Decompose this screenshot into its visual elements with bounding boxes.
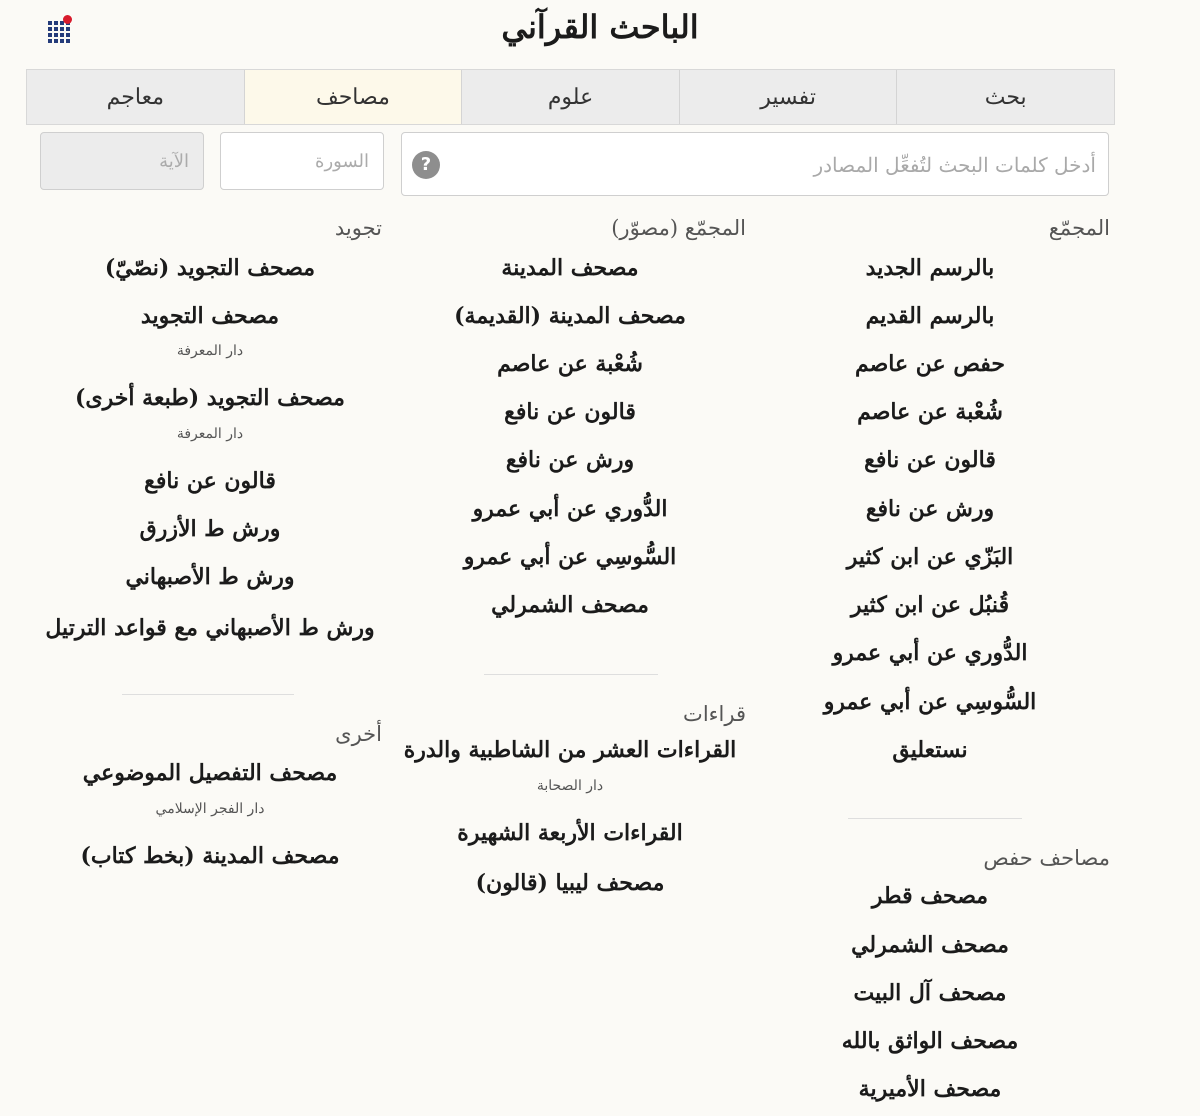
list-item[interactable]: ورش عن نافع bbox=[505, 447, 635, 473]
divider bbox=[848, 818, 1022, 819]
publisher-label: دار المعرفة bbox=[176, 426, 244, 442]
publisher-label: دار الصحابة bbox=[536, 778, 604, 794]
list-item[interactable]: حفص عن عاصم bbox=[854, 351, 1006, 377]
list-item[interactable]: السُّوسِي عن أبي عمرو bbox=[823, 689, 1037, 715]
divider bbox=[484, 674, 658, 675]
main-tabs bbox=[26, 69, 1115, 125]
help-icon[interactable]: ? bbox=[412, 151, 440, 179]
tab-masahif[interactable]: مصاحف bbox=[244, 70, 462, 124]
list-item[interactable]: الدُّوري عن أبي عمرو bbox=[832, 640, 1028, 666]
list-item[interactable]: مصحف الواثق بالله bbox=[841, 1028, 1019, 1054]
search-input[interactable] bbox=[401, 132, 1109, 196]
publisher-label: دار الفجر الإسلامي bbox=[155, 801, 265, 817]
section-heading-others: أخرى bbox=[335, 722, 382, 746]
publisher-label: دار المعرفة bbox=[176, 343, 244, 359]
tab-maajim[interactable]: معاجم bbox=[27, 70, 244, 124]
tab-uloom[interactable]: علوم bbox=[461, 70, 679, 124]
list-item[interactable]: مصحف الأميرية bbox=[858, 1076, 1002, 1102]
list-item[interactable]: مصحف قطر bbox=[871, 883, 989, 909]
surah-input[interactable] bbox=[220, 132, 384, 190]
list-item[interactable]: القراءات الأربعة الشهيرة bbox=[457, 820, 683, 846]
list-item[interactable]: مصحف التجويد (طبعة أخرى) bbox=[75, 385, 345, 411]
list-item[interactable]: نستعليق bbox=[892, 737, 968, 763]
list-item[interactable]: قالون عن نافع bbox=[144, 468, 276, 494]
list-item[interactable]: بالرسم الجديد bbox=[865, 255, 995, 281]
surah-placeholder: السورة bbox=[315, 151, 369, 172]
list-item[interactable]: مصحف المدينة (القديمة) bbox=[454, 303, 686, 329]
list-item[interactable]: القراءات العشر من الشاطبية والدرة bbox=[403, 737, 737, 763]
list-item[interactable]: شُعْبة عن عاصم bbox=[497, 351, 643, 377]
ayah-placeholder: الآية bbox=[159, 151, 189, 172]
app-title: الباحث القرآني bbox=[501, 8, 699, 46]
list-item[interactable]: قالون عن نافع bbox=[864, 447, 996, 473]
list-item[interactable]: الدُّوري عن أبي عمرو bbox=[472, 496, 668, 522]
list-item[interactable]: مصحف المدينة (بخط كتاب) bbox=[80, 843, 340, 869]
divider bbox=[122, 694, 294, 695]
search-placeholder: أدخل كلمات البحث لتُفعِّل المصادر bbox=[813, 153, 1096, 177]
list-item[interactable]: ورش عن نافع bbox=[865, 496, 995, 522]
list-item[interactable]: مصحف المدينة bbox=[501, 255, 639, 281]
list-item[interactable]: مصحف التجويد (نصّيّ) bbox=[104, 255, 316, 281]
list-item[interactable]: ورش ط الأصبهاني bbox=[125, 564, 295, 590]
list-item[interactable]: ورش ط الأزرق bbox=[139, 516, 281, 542]
list-item[interactable]: ورش ط الأصبهاني مع قواعد الترتيل bbox=[45, 615, 375, 641]
tab-search[interactable]: بحث bbox=[896, 70, 1114, 124]
list-item[interactable]: قالون عن نافع bbox=[504, 399, 636, 425]
list-item[interactable]: مصحف ليبيا (قالون) bbox=[475, 870, 665, 896]
ayah-input[interactable] bbox=[40, 132, 204, 190]
section-heading-mujamma-musawwar: المجمّع (مصوّر) bbox=[611, 216, 746, 240]
list-item[interactable]: السُّوسِي عن أبي عمرو bbox=[463, 544, 677, 570]
list-item[interactable]: مصحف التجويد bbox=[140, 303, 280, 329]
list-item[interactable]: قُنبُل عن ابن كثير bbox=[850, 592, 1010, 618]
section-heading-tajweed: تجويد bbox=[334, 216, 382, 240]
list-item[interactable]: مصحف التفصيل الموضوعي bbox=[82, 760, 338, 786]
list-item[interactable]: مصحف آل البيت bbox=[853, 980, 1007, 1006]
tab-tafsir[interactable]: تفسير bbox=[679, 70, 897, 124]
list-item[interactable]: مصحف الشمرلي bbox=[491, 592, 649, 618]
list-item[interactable]: مصحف الشمرلي bbox=[851, 932, 1009, 958]
section-heading-mujamma: المجمّع bbox=[1048, 216, 1110, 240]
list-item[interactable]: شُعْبة عن عاصم bbox=[857, 399, 1003, 425]
list-item[interactable]: البَزّي عن ابن كثير bbox=[846, 544, 1014, 570]
list-item[interactable]: بالرسم القديم bbox=[865, 303, 995, 329]
section-heading-hafs: مصاحف حفص bbox=[983, 846, 1110, 870]
section-heading-qiraat: قراءات bbox=[683, 702, 746, 726]
